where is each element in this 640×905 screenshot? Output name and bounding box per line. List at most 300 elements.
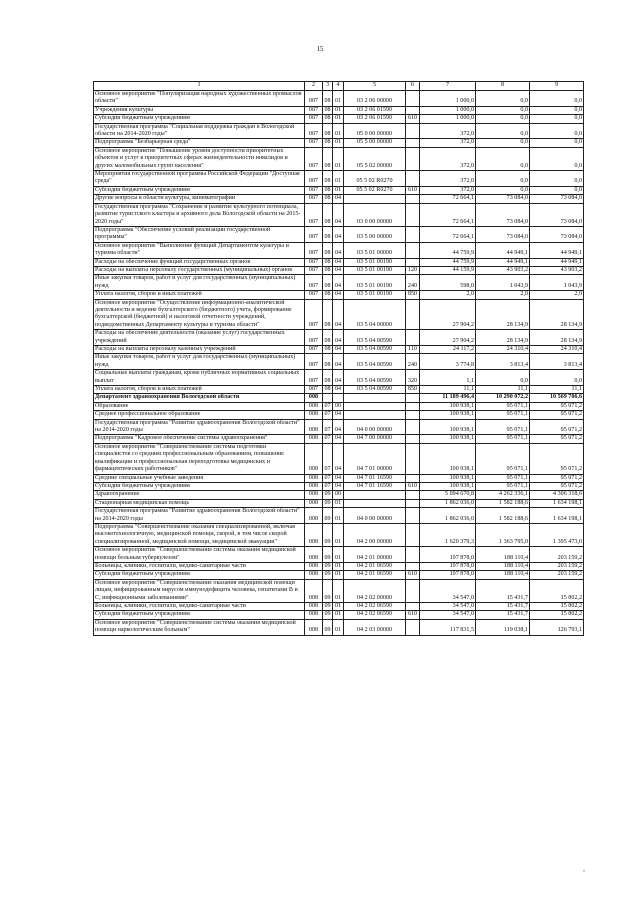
column-header: 2 xyxy=(305,82,323,91)
table-row xyxy=(94,508,584,524)
cell-subsection: 01 xyxy=(333,523,344,546)
cell-amount-year2: 2,0 xyxy=(476,291,530,299)
cell-amount-year3: 15 802,2 xyxy=(530,603,584,611)
cell-amount-year1: 100 938,1 xyxy=(420,402,476,410)
cell-target-article xyxy=(344,499,406,507)
cell-ved: 007 xyxy=(305,186,323,194)
table-row xyxy=(94,354,584,370)
cell-amount-year2: 11,1 xyxy=(476,386,530,394)
cell-expense-type xyxy=(406,547,420,563)
cell-amount-year3: 44 949,1 xyxy=(530,258,584,266)
cell-amount-year2: 95 071,1 xyxy=(476,402,530,410)
cell-target-article: 05 5 02 00000 xyxy=(344,147,406,170)
cell-amount-year3: 203 159,2 xyxy=(530,571,584,579)
cell-amount-year2: 73 084,0 xyxy=(476,195,530,203)
row-name: Субсидии бюджетным учреждениям xyxy=(94,482,305,490)
cell-amount-year3: 73 084,0 xyxy=(530,226,584,242)
row-name: Мероприятия государственной программы Российской Федерации "Доступная среда" xyxy=(94,171,305,187)
cell-subsection: 04 xyxy=(333,386,344,394)
cell-amount-year3: 44 949,1 xyxy=(530,242,584,258)
row-name: Больницы, клиники, госпитали, медико-санитарные части xyxy=(94,562,305,570)
cell-subsection: 04 xyxy=(333,203,344,226)
cell-amount-year1: 117 831,5 xyxy=(420,619,476,635)
cell-target-article: 03 5 01 00190 xyxy=(344,266,406,274)
row-name: Основное мероприятие "Выполнение функций Департаментом культуры и туризма области" xyxy=(94,242,305,258)
column-header: 3 xyxy=(323,82,333,91)
cell-amount-year2: 15 431,7 xyxy=(476,603,530,611)
cell-ved: 008 xyxy=(305,402,323,410)
cell-section: 09 xyxy=(324,571,331,578)
cell-amount-year2: 43 903,2 xyxy=(476,266,530,274)
cell-expense-type xyxy=(406,330,420,346)
row-name: Государственная программа "Сохранение и развитие культурного потенциала, развитие туристского кластера и архивного дела Вологодской области на 2015-2020 годы" xyxy=(94,203,305,226)
table-row xyxy=(94,115,584,123)
cell-subsection: 04 xyxy=(333,330,344,346)
row-name: Иные закупки товаров, работ и услуг для государственных (муниципальных) нужд xyxy=(94,275,305,291)
cell-target-article: 03 0 00 00000 xyxy=(344,203,406,226)
cell-section: 07 xyxy=(323,419,333,435)
cell-amount-year1: 72 664,1 xyxy=(420,226,476,242)
cell-amount-year2: 95 071,1 xyxy=(476,443,530,474)
cell-ved: 007 xyxy=(305,386,323,394)
cell-amount-year1: 372,0 xyxy=(420,171,476,187)
column-header: 9 xyxy=(530,82,584,91)
row-name: Стационарная медицинская помощь xyxy=(94,499,305,507)
cell-expense-type xyxy=(406,242,420,258)
cell-expense-type xyxy=(406,579,420,602)
cell-section: 09 xyxy=(324,611,331,618)
cell-amount-year3: 1 043,9 xyxy=(530,275,584,291)
cell-subsection: 04 xyxy=(333,226,344,242)
cell-section: 08 xyxy=(323,203,333,226)
cell-expense-type xyxy=(406,419,420,435)
cell-section: 08 xyxy=(323,91,333,107)
cell-amount-year2: 0,0 xyxy=(476,123,530,139)
cell-subsection: 01 xyxy=(333,499,344,507)
cell-section: 08 xyxy=(324,106,331,113)
cell-amount-year1: 72 664,1 xyxy=(420,195,476,203)
cell-ved: 008 xyxy=(305,611,323,619)
cell-target-article: 03 5 01 00190 xyxy=(344,275,406,291)
cell-expense-type xyxy=(406,258,420,266)
cell-amount-year2: 1 043,9 xyxy=(476,275,530,291)
cell-amount-year3: 1 634 198,1 xyxy=(530,499,584,507)
cell-subsection: 01 xyxy=(333,139,344,147)
cell-expense-type xyxy=(406,299,420,330)
row-name: Основное мероприятие "Совершенствование системы оказания медицинской помощи больным туберкулезом" xyxy=(94,547,305,563)
cell-amount-year2: 24 310,4 xyxy=(476,346,530,354)
table-row xyxy=(94,562,584,570)
cell-amount-year1: 72 664,1 xyxy=(420,203,476,226)
cell-ved: 008 xyxy=(305,619,323,635)
cell-target-article: 04 2 02 00000 xyxy=(344,579,406,602)
cell-amount-year1: 372,0 xyxy=(420,123,476,139)
cell-amount-year2: 188 110,4 xyxy=(476,562,530,570)
table-row xyxy=(94,619,584,635)
cell-amount-year3: 73 084,0 xyxy=(530,195,584,203)
cell-amount-year3: 28 134,9 xyxy=(530,299,584,330)
cell-amount-year2: 1 582 188,6 xyxy=(476,508,530,524)
cell-amount-year1: 11,1 xyxy=(420,386,476,394)
row-name: Подпрограмма "Кадровое обеспечение системы здравоохранения" xyxy=(94,435,305,443)
cell-subsection: 04 xyxy=(333,258,344,266)
row-name: Другие вопросы в области культуры, кинематографии xyxy=(94,195,305,203)
cell-target-article: 04 2 03 00000 xyxy=(344,619,406,635)
cell-amount-year2: 0,0 xyxy=(476,370,530,386)
cell-target-article: 05 5 02 R0270 xyxy=(344,186,406,194)
cell-amount-year2: 95 071,1 xyxy=(476,435,530,443)
cell-subsection: 04 xyxy=(333,354,344,370)
cell-section: 08 xyxy=(324,291,331,298)
row-name: Расходы на выплаты персоналу казенных учреждений xyxy=(94,346,305,354)
cell-ved: 007 xyxy=(305,226,323,242)
header-row xyxy=(94,82,584,91)
row-name: Основное мероприятие "Популяризация народных художественных промыслов области" xyxy=(94,91,305,107)
cell-amount-year2: 95 071,1 xyxy=(476,419,530,435)
row-name: Субсидии бюджетным учреждениям xyxy=(94,611,305,619)
cell-amount-year2: 0,0 xyxy=(476,186,530,194)
table-row xyxy=(94,346,584,354)
cell-subsection: 04 xyxy=(333,411,344,419)
cell-ved: 008 xyxy=(305,603,323,611)
cell-expense-type: 610 xyxy=(406,115,420,123)
row-name: Государственная программа "Развитие здравоохранения Вологодской области" на 2014-2020 годы xyxy=(94,419,305,435)
row-name: Субсидии бюджетным учреждениям xyxy=(94,186,305,194)
cell-expense-type xyxy=(406,203,420,226)
cell-amount-year2: 15 431,7 xyxy=(476,611,530,619)
row-name: Уплата налогов, сборов и иных платежей xyxy=(94,386,305,394)
cell-amount-year1: 197 878,0 xyxy=(420,571,476,579)
row-name: Основное мероприятие "Осуществление информационно-аналитической деятельности и ведение бухгалтерского (бюджетного) учета, формирование бухгалтерской (бюджетной) и налоговой отчетности учреждений, подведомственных Департаменту культуры и туризма области" xyxy=(94,299,305,330)
cell-amount-year1: 100 938,1 xyxy=(420,474,476,482)
cell-target-article: 03 5 04 00590 xyxy=(344,346,406,354)
cell-ved: 008 xyxy=(305,523,323,546)
cell-amount-year3: 15 802,2 xyxy=(530,579,584,602)
cell-target-article: 04 2 01 06590 xyxy=(344,562,406,570)
cell-expense-type xyxy=(406,603,420,611)
column-header: 6 xyxy=(406,82,420,91)
cell-target-article: 03 2 06 01590 xyxy=(344,106,406,114)
table-row xyxy=(94,242,584,258)
cell-amount-year2: 44 949,1 xyxy=(476,242,530,258)
cell-amount-year2: 188 110,4 xyxy=(476,547,530,563)
cell-amount-year1: 1 620 379,3 xyxy=(420,523,476,546)
cell-amount-year1: 372,0 xyxy=(420,139,476,147)
cell-amount-year2: 0,0 xyxy=(476,106,530,114)
cell-target-article: 05 0 00 00000 xyxy=(344,123,406,139)
cell-ved: 008 xyxy=(305,474,323,482)
table-row xyxy=(94,266,584,274)
row-name: Государственная программа "Социальная поддержка граждан в Вологодской области на 2014-2020 годы" xyxy=(94,123,305,139)
row-name: Расходы на обеспечение деятельности (оказание услуг) государственных учреждений xyxy=(94,330,305,346)
cell-expense-type: 610 xyxy=(406,482,420,490)
cell-amount-year3: 95 071,2 xyxy=(530,419,584,435)
cell-ved: 008 xyxy=(305,579,323,602)
cell-ved: 008 xyxy=(305,508,323,524)
cell-amount-year2: 0,0 xyxy=(476,91,530,107)
cell-amount-year2: 44 949,1 xyxy=(476,258,530,266)
cell-section: 08 xyxy=(324,139,331,146)
cell-ved: 007 xyxy=(305,330,323,346)
cell-target-article: 05 5 02 R0270 xyxy=(344,171,406,187)
row-name: Департамент здравоохранения Вологодской области xyxy=(94,394,305,402)
cell-ved: 008 xyxy=(305,547,323,563)
cell-expense-type xyxy=(406,226,420,242)
cell-amount-year3: 0,0 xyxy=(530,171,584,187)
cell-expense-type xyxy=(406,619,420,635)
cell-ved: 007 xyxy=(305,195,323,203)
cell-amount-year1: 100 938,1 xyxy=(420,443,476,474)
column-header: 1 xyxy=(94,82,305,91)
cell-ved: 007 xyxy=(305,171,323,187)
cell-section: 09 xyxy=(324,562,331,569)
cell-amount-year3: 1 634 198,1 xyxy=(530,508,584,524)
cell-ved: 008 xyxy=(305,491,323,499)
cell-amount-year2: 15 431,7 xyxy=(476,579,530,602)
row-name: Подпрограмма "Безбарьерная среда" xyxy=(94,139,305,147)
cell-section: 08 xyxy=(323,171,333,187)
table-body xyxy=(94,91,584,636)
cell-amount-year2: 188 110,4 xyxy=(476,571,530,579)
cell-ved: 007 xyxy=(305,354,323,370)
cell-amount-year2: 3 813,4 xyxy=(476,354,530,370)
cell-subsection: 01 xyxy=(333,186,344,194)
cell-amount-year3: 73 084,0 xyxy=(530,203,584,226)
cell-expense-type: 120 xyxy=(406,266,420,274)
cell-section: 08 xyxy=(324,266,331,273)
cell-amount-year1: 372,0 xyxy=(420,147,476,170)
cell-subsection: 01 xyxy=(333,147,344,170)
cell-section: 08 xyxy=(323,242,333,258)
cell-target-article: 04 7 00 00000 xyxy=(344,435,406,443)
table-row xyxy=(94,258,584,266)
table-row xyxy=(94,579,584,602)
cell-target-article: 03 2 06 00000 xyxy=(344,91,406,107)
cell-amount-year3: 15 802,2 xyxy=(530,611,584,619)
cell-section: 08 xyxy=(323,330,333,346)
cell-ved: 007 xyxy=(305,275,323,291)
cell-section: 07 xyxy=(324,474,331,481)
cell-amount-year1: 27 904,2 xyxy=(420,299,476,330)
row-name: Подпрограмма "Совершенствование оказания специализированной, включая высокотехнологичную, медицинской помощи, скорой, в том числе скорой специализированной, медицинской помощи, медицинской эвакуации" xyxy=(94,523,305,546)
cell-amount-year1: 100 938,1 xyxy=(420,419,476,435)
cell-section: 09 xyxy=(324,603,331,609)
cell-expense-type xyxy=(406,499,420,507)
cell-ved: 007 xyxy=(305,346,323,354)
cell-amount-year2: 0,0 xyxy=(476,171,530,187)
table-row xyxy=(94,106,584,114)
row-name: Иные закупки товаров, работ и услуг для государственных (муниципальных) нужд xyxy=(94,354,305,370)
cell-ved: 007 xyxy=(305,291,323,299)
cell-amount-year1: 1 862 036,0 xyxy=(420,499,476,507)
cell-expense-type xyxy=(406,123,420,139)
cell-target-article: 04 7 01 16590 xyxy=(344,482,406,490)
cell-subsection: 04 xyxy=(333,474,344,482)
row-name: Подпрограмма "Обеспечение условий реализации государственной программы" xyxy=(94,226,305,242)
cell-amount-year1: 2,0 xyxy=(420,291,476,299)
table-row xyxy=(94,147,584,170)
cell-target-article: 03 5 01 00190 xyxy=(344,291,406,299)
cell-target-article xyxy=(344,411,406,419)
cell-expense-type xyxy=(406,508,420,524)
cell-amount-year1: 598,0 xyxy=(420,275,476,291)
cell-amount-year1: 372,0 xyxy=(420,186,476,194)
cell-amount-year3: 203 159,2 xyxy=(530,562,584,570)
cell-target-article: 03 5 01 00000 xyxy=(344,242,406,258)
table-row xyxy=(94,603,584,611)
cell-ved: 007 xyxy=(305,203,323,226)
cell-section: 07 xyxy=(323,443,333,474)
row-name: Здравоохранение xyxy=(94,491,305,499)
cell-ved: 008 xyxy=(305,571,323,579)
cell-expense-type xyxy=(406,491,420,499)
cell-expense-type: 240 xyxy=(406,275,420,291)
cell-amount-year1: 3 774,8 xyxy=(420,354,476,370)
cell-amount-year2: 28 134,9 xyxy=(476,330,530,346)
cell-target-article: 04 0 00 00000 xyxy=(344,508,406,524)
cell-expense-type xyxy=(406,411,420,419)
cell-amount-year1: 100 938,1 xyxy=(420,435,476,443)
cell-section: 09 xyxy=(324,499,331,506)
table-row xyxy=(94,482,584,490)
cell-amount-year3: 95 071,2 xyxy=(530,443,584,474)
cell-target-article: 03 5 04 00590 xyxy=(344,386,406,394)
table-row xyxy=(94,91,584,107)
cell-amount-year1: 44 759,9 xyxy=(420,258,476,266)
cell-amount-year1: 1 862 036,0 xyxy=(420,508,476,524)
cell-target-article: 03 2 06 01590 xyxy=(344,115,406,123)
cell-subsection: 01 xyxy=(333,619,344,635)
cell-expense-type: 240 xyxy=(406,354,420,370)
cell-expense-type xyxy=(406,195,420,203)
cell-expense-type xyxy=(406,443,420,474)
row-name: Субсидии бюджетным учреждениям xyxy=(94,571,305,579)
cell-target-article: 03 5 00 00000 xyxy=(344,226,406,242)
row-name: Социальные выплаты гражданам, кроме публичных нормативных социальных выплат xyxy=(94,370,305,386)
table-row xyxy=(94,226,584,242)
cell-amount-year2: 1 363 795,0 xyxy=(476,523,530,546)
cell-subsection: 01 xyxy=(333,571,344,579)
cell-amount-year1: 1 000,0 xyxy=(420,106,476,114)
cell-amount-year1: 27 904,2 xyxy=(420,330,476,346)
cell-expense-type xyxy=(406,139,420,147)
row-name: Расходы на обеспечение функций государственных органов xyxy=(94,258,305,266)
cell-ved: 008 xyxy=(305,394,323,402)
cell-section: 08 xyxy=(324,115,331,122)
cell-amount-year3: 0,0 xyxy=(530,139,584,147)
cell-ved: 007 xyxy=(305,123,323,139)
cell-subsection: 04 xyxy=(333,195,344,203)
cell-expense-type xyxy=(406,562,420,570)
cell-amount-year2: 95 071,1 xyxy=(476,482,530,490)
row-name: Основное мероприятие "Совершенствование системы оказания медицинской помощи наркологическим больным" xyxy=(94,619,305,635)
cell-subsection: 00 xyxy=(333,491,344,499)
column-header: 4 xyxy=(333,82,344,91)
cell-target-article: 03 5 01 00190 xyxy=(344,258,406,266)
cell-expense-type xyxy=(406,147,420,170)
cell-subsection: 01 xyxy=(333,611,344,619)
cell-expense-type xyxy=(406,171,420,187)
cell-amount-year1: 197 878,0 xyxy=(420,547,476,563)
cell-amount-year1: 1 000,0 xyxy=(420,91,476,107)
cell-section: 08 xyxy=(323,147,333,170)
cell-ved: 008 xyxy=(305,499,323,507)
cell-target-article: 04 2 02 06590 xyxy=(344,611,406,619)
table-row xyxy=(94,123,584,139)
page-number: 15 xyxy=(316,45,324,53)
cell-expense-type: 610 xyxy=(406,611,420,619)
cell-subsection: 01 xyxy=(333,603,344,611)
cell-subsection: 04 xyxy=(333,242,344,258)
table-row xyxy=(94,611,584,619)
row-name: Основное мероприятие "Совершенствование системы подготовки специалистов со средним профессиональным образованием, повышение квалификации и профессиональная переподготовка медицинских и фармацевтических работников" xyxy=(94,443,305,474)
cell-amount-year1: 34 547,0 xyxy=(420,579,476,602)
cell-expense-type: 850 xyxy=(406,386,420,394)
cell-amount-year1: 34 547,0 xyxy=(420,611,476,619)
cell-subsection: 01 xyxy=(333,123,344,139)
cell-ved: 008 xyxy=(305,562,323,570)
cell-amount-year3: 95 071,2 xyxy=(530,411,584,419)
cell-section: 08 xyxy=(323,354,333,370)
cell-subsection: 04 xyxy=(333,291,344,299)
cell-amount-year3: 95 071,2 xyxy=(530,402,584,410)
cell-amount-year3: 95 071,2 xyxy=(530,474,584,482)
cell-target-article: 03 5 04 00590 xyxy=(344,370,406,386)
cell-expense-type xyxy=(406,91,420,107)
cell-section: 08 xyxy=(323,123,333,139)
table-row xyxy=(94,139,584,147)
cell-amount-year2: 10 290 072,2 xyxy=(476,394,530,402)
cell-ved: 008 xyxy=(305,435,323,443)
cell-expense-type: 850 xyxy=(406,291,420,299)
row-name: Субсидии бюджетным учреждениям xyxy=(94,115,305,123)
cell-expense-type xyxy=(406,523,420,546)
cell-subsection: 04 xyxy=(333,419,344,435)
cell-amount-year3: 4 306 318,6 xyxy=(530,491,584,499)
cell-amount-year2: 73 084,0 xyxy=(476,203,530,226)
cell-target-article: 04 0 00 00000 xyxy=(344,419,406,435)
table-row xyxy=(94,394,584,402)
row-name: Основное мероприятие "Повышение уровня доступности приоритетных объектов и услуг в приоритетных сферах жизнедеятельности инвалидов и других маломобильных групп населения" xyxy=(94,147,305,170)
cell-section: 07 xyxy=(324,402,331,409)
cell-amount-year3: 3 813,4 xyxy=(530,354,584,370)
cell-amount-year2: 0,0 xyxy=(476,147,530,170)
cell-amount-year2: 28 134,9 xyxy=(476,299,530,330)
cell-ved: 007 xyxy=(305,266,323,274)
cell-amount-year1: 100 938,1 xyxy=(420,411,476,419)
table-row xyxy=(94,291,584,299)
table-row xyxy=(94,402,584,410)
cell-subsection: 01 xyxy=(333,106,344,114)
cell-amount-year1: 1 000,0 xyxy=(420,115,476,123)
column-header: 5 xyxy=(344,82,406,91)
cell-subsection: 04 xyxy=(333,346,344,354)
cell-expense-type: 110 xyxy=(406,346,420,354)
cell-amount-year3: 0,0 xyxy=(530,186,584,194)
cell-amount-year3: 11,1 xyxy=(530,386,584,394)
table-row xyxy=(94,171,584,187)
cell-amount-year3: 95 071,2 xyxy=(530,435,584,443)
cell-section: 09 xyxy=(323,579,333,602)
cell-subsection: 01 xyxy=(333,171,344,187)
cell-section: 08 xyxy=(323,299,333,330)
cell-subsection: 04 xyxy=(333,443,344,474)
row-name: Основное мероприятие "Совершенствование оказания медицинской помощи лицам, инфицированным вирусом иммунодефицита человека, гепатитами В и С, инфекционными заболеваниями" xyxy=(94,579,305,602)
row-name: Среднее профессиональное образование xyxy=(94,411,305,419)
cell-amount-year3: 126 793,1 xyxy=(530,619,584,635)
table-row xyxy=(94,443,584,474)
cell-section: 09 xyxy=(324,491,331,498)
